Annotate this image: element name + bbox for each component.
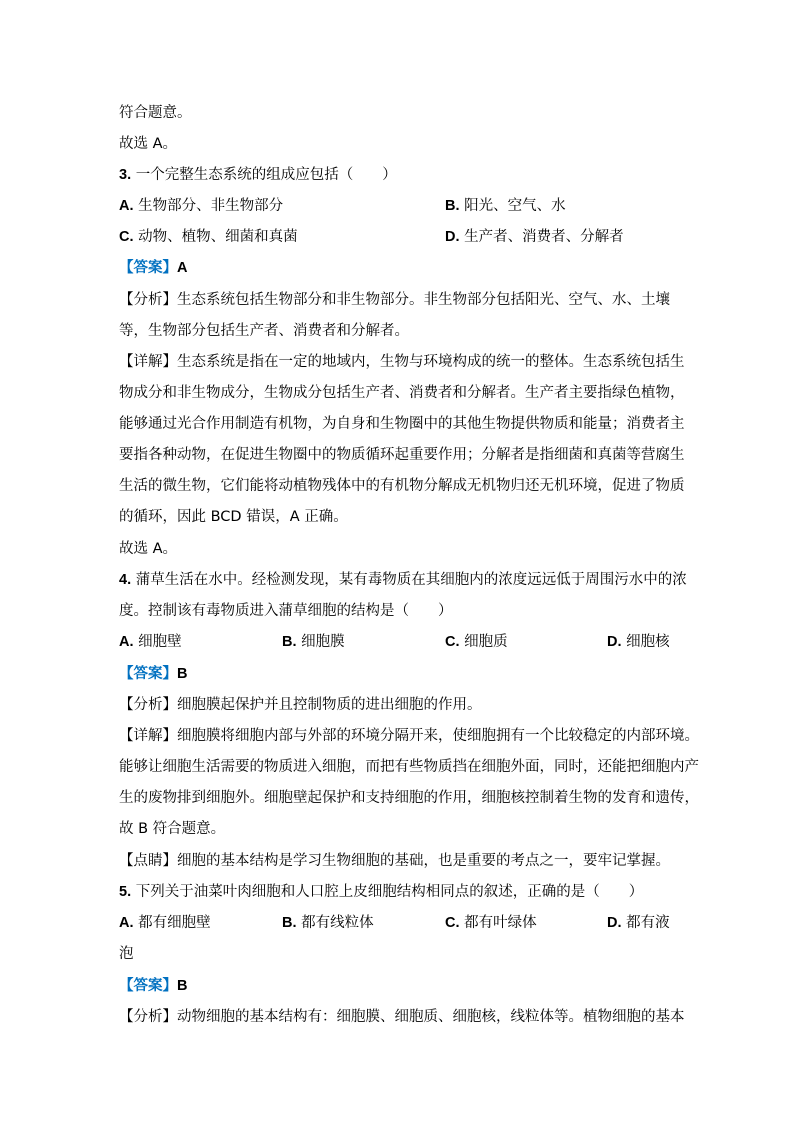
option-label: D.	[607, 634, 622, 650]
option-text: 都有液	[626, 915, 670, 931]
option-text: 阳光、空气、水	[464, 198, 566, 214]
detail-text: 生态系统是指在一定的地域内，生物与环境构成的统一的整体。生态系统包括生	[177, 354, 685, 370]
option-text: 动物、植物、细菌和真菌	[138, 229, 298, 245]
text-line: 要指各种动物，在促进生物圈中的物质循环起重要作用；分解者是指细菌和真菌等营腐生	[119, 447, 685, 463]
option-text: 细胞核	[626, 634, 670, 650]
text-line: 物成分和非生物成分，生物成分包括生产者、消费者和分解者。生产者主要指绿色植物，	[119, 385, 685, 401]
q5-option-b	[282, 913, 374, 933]
q4-analysis	[119, 695, 482, 715]
q4-option-b	[282, 632, 345, 652]
question-3-stem	[119, 165, 397, 185]
q5-option-d	[607, 913, 670, 933]
q4-comment	[119, 851, 670, 871]
question-number: 4.	[119, 572, 132, 588]
question-text: 蒲草生活在水中。经检测发现，某有毒物质在其细胞内的浓度远远低于周围污水中的浓	[135, 572, 687, 588]
option-label: B.	[282, 915, 297, 931]
answer-tag: 【答案】	[119, 978, 177, 994]
text-line: 生活的微生物，它们能将动植物残体中的有机物分解成无机物归还无机环境，促进了物质	[119, 478, 685, 494]
text-line: 等，生物部分包括生产者、消费者和分解者。	[119, 323, 409, 339]
text-line: 故选 A。	[119, 136, 178, 152]
analysis-text: 细胞膜起保护并且控制物质的进出细胞的作用。	[177, 697, 482, 713]
q5-analysis	[119, 1007, 685, 1027]
detail-tag: 【详解】	[119, 354, 177, 370]
text-line: 故 B 符合题意。	[119, 821, 226, 837]
text-line: 故选 A。	[119, 541, 178, 557]
q5-answer	[119, 976, 187, 996]
question-number: 3.	[119, 167, 132, 183]
answer-value: B	[177, 666, 188, 682]
q4-option-d	[607, 632, 670, 652]
option-text: 细胞质	[464, 634, 508, 650]
answer-tag: 【答案】	[119, 666, 177, 682]
analysis-text: 动物细胞的基本结构有：细胞膜、细胞质、细胞核，线粒体等。植物细胞的基本	[177, 1009, 685, 1025]
q5-option-c	[445, 913, 537, 933]
option-label: D.	[445, 229, 460, 245]
option-text: 细胞壁	[138, 634, 182, 650]
option-label: B.	[282, 634, 297, 650]
analysis-tag: 【分析】	[119, 697, 177, 713]
q3-analysis	[119, 290, 670, 310]
q4-answer	[119, 664, 187, 684]
q4-option-a	[119, 632, 182, 652]
option-text: 都有细胞壁	[138, 915, 211, 931]
q4-option-c	[445, 632, 508, 652]
option-text: 都有线粒体	[301, 915, 374, 931]
question-text: 下列关于油菜叶肉细胞和人口腔上皮细胞结构相同点的叙述，正确的是（ ）	[135, 884, 644, 900]
text-line: 的循环，因此 BCD 错误，A 正确。	[119, 509, 348, 525]
analysis-tag: 【分析】	[119, 1009, 177, 1025]
q4-detail	[119, 726, 699, 746]
question-number: 5.	[119, 884, 132, 900]
question-5-stem	[119, 882, 643, 902]
text-line: 能够让细胞生活需要的物质进入细胞，而把有些物质挡在细胞外面，同时，还能把细胞内产	[119, 759, 699, 775]
question-text: 一个完整生态系统的组成应包括（ ）	[135, 167, 397, 183]
answer-tag: 【答案】	[119, 260, 177, 276]
option-text: 细胞膜	[301, 634, 345, 650]
option-text: 生产者、消费者、分解者	[464, 229, 624, 245]
option-text: 都有叶绿体	[464, 915, 537, 931]
answer-value: B	[177, 978, 188, 994]
option-label: C.	[119, 229, 134, 245]
text-line: 生的废物排到细胞外。细胞壁起保护和支持细胞的作用，细胞核控制着生物的发育和遗传，	[119, 790, 699, 806]
answer-value: A	[177, 260, 188, 276]
option-label: A.	[119, 198, 134, 214]
analysis-tag: 【分析】	[119, 292, 177, 308]
option-label: A.	[119, 634, 134, 650]
option-label: A.	[119, 915, 134, 931]
q5-option-a	[119, 913, 211, 933]
text-line: 度。控制该有毒物质进入蒲草细胞的结构是（ ）	[119, 603, 453, 619]
question-4-stem	[119, 570, 687, 590]
option-label: D.	[607, 915, 622, 931]
q3-answer	[119, 258, 187, 278]
option-label: B.	[445, 198, 460, 214]
comment-tag: 【点睛】	[119, 853, 177, 869]
text-line: 泡	[119, 946, 134, 962]
option-label: C.	[445, 915, 460, 931]
detail-tag: 【详解】	[119, 728, 177, 744]
q3-option-b	[445, 196, 566, 216]
analysis-text: 生态系统包括生物部分和非生物部分。非生物部分包括阳光、空气、水、土壤	[177, 292, 670, 308]
q3-detail	[119, 352, 685, 372]
q3-option-c	[119, 227, 298, 247]
q3-option-a	[119, 196, 283, 216]
text-line: 能够通过光合作用制造有机物，为自身和生物圈中的其他生物提供物质和能量；消费者主	[119, 416, 685, 432]
q3-option-d	[445, 227, 624, 247]
comment-text: 细胞的基本结构是学习生物细胞的基础，也是重要的考点之一，要牢记掌握。	[177, 853, 670, 869]
detail-text: 细胞膜将细胞内部与外部的环境分隔开来，使细胞拥有一个比较稳定的内部环境。	[177, 728, 699, 744]
option-text: 生物部分、非生物部分	[138, 198, 284, 214]
text-line: 符合题意。	[119, 105, 192, 121]
option-label: C.	[445, 634, 460, 650]
